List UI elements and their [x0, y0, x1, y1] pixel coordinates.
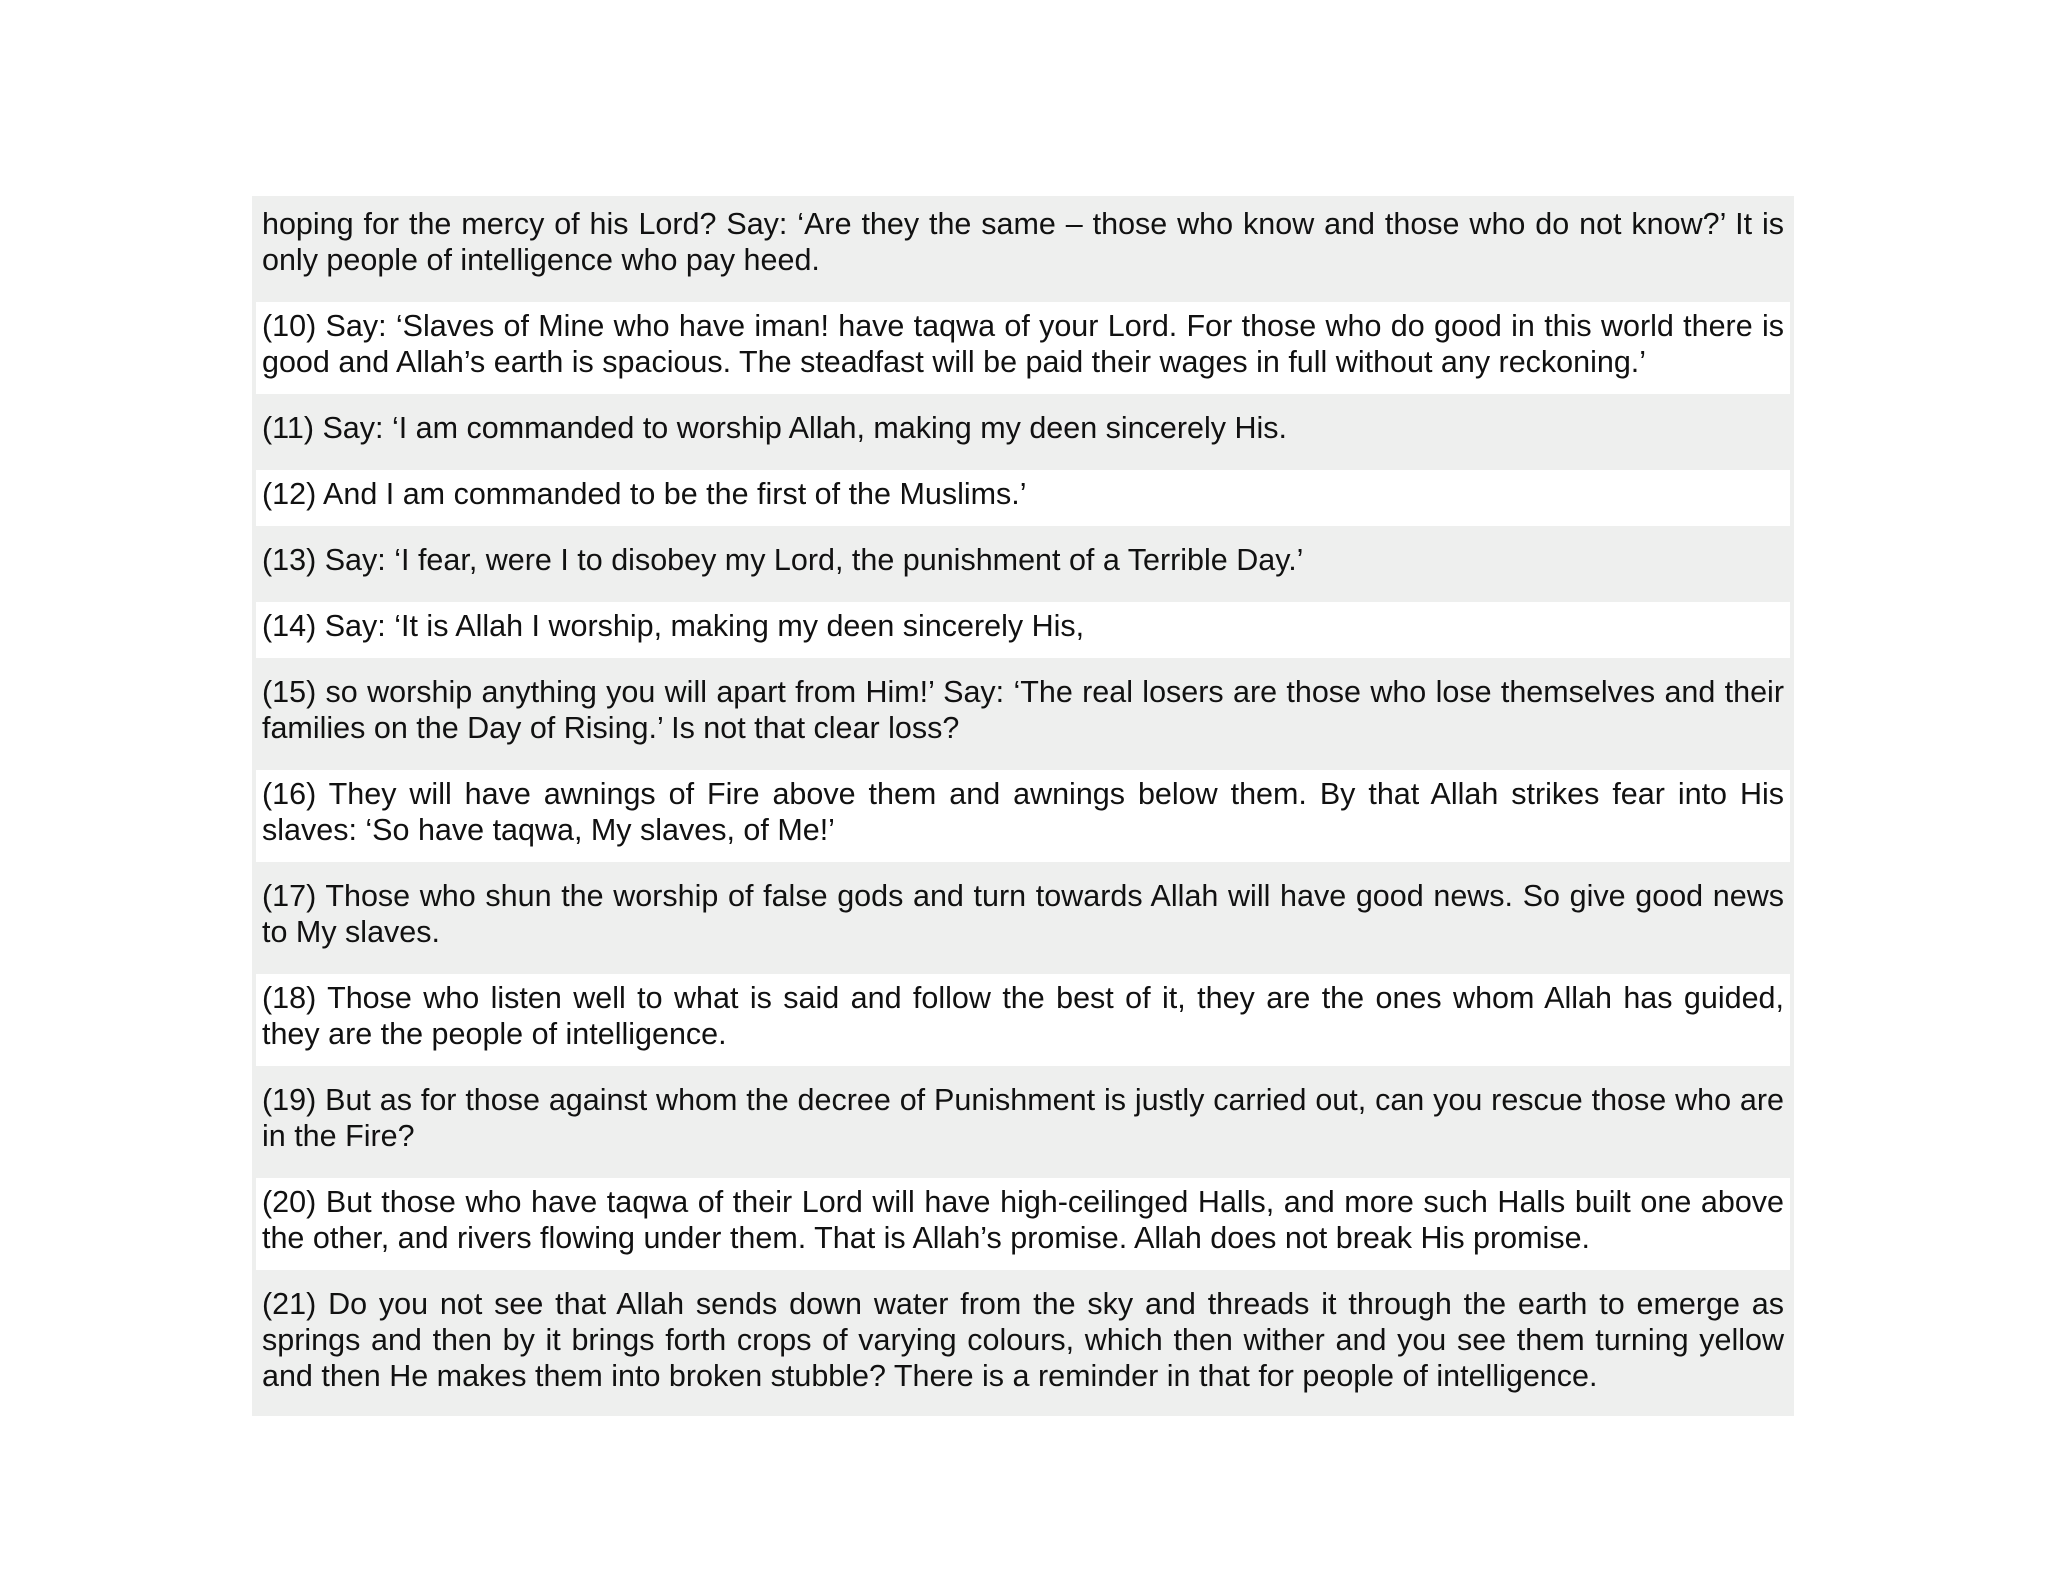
verse-row: hoping for the mercy of his Lord? Say: ‘Are they the same – those who know and those who do not know?’ It is only people of intelligence who pay heed. [256, 200, 1790, 292]
verse-row: (14) Say: ‘It is Allah I worship, making my deen sincerely His, [256, 602, 1790, 658]
verse-row: (11) Say: ‘I am commanded to worship Allah, making my deen sincerely His. [256, 404, 1790, 460]
verse-row: (21) Do you not see that Allah sends down water from the sky and threads it through the earth to emerge as springs and then by it brings forth crops of varying colours, which then wither and you see them turning yellow and then He makes them into broken stubble? There is a reminder in that for people of intelligence. [256, 1280, 1790, 1408]
verse-row: (12) And I am commanded to be the first of the Muslims.’ [256, 470, 1790, 526]
verse-row: (15) so worship anything you will apart from Him!’ Say: ‘The real losers are those who lose themselves and their families on the Day of Rising.’ Is not that clear loss? [256, 668, 1790, 760]
verse-row: (17) Those who shun the worship of false gods and turn towards Allah will have good news. So give good news to My slaves. [256, 872, 1790, 964]
verse-row: (10) Say: ‘Slaves of Mine who have iman! have taqwa of your Lord. For those who do good in this world there is good and Allah’s earth is spacious. The steadfast will be paid their wages in full without any reckoning.’ [256, 302, 1790, 394]
verse-row: (16) They will have awnings of Fire above them and awnings below them. By that Allah strikes fear into His slaves: ‘So have taqwa, My slaves, of Me!’ [256, 770, 1790, 862]
verse-row: (18) Those who listen well to what is said and follow the best of it, they are the ones whom Allah has guided, they are the people of intelligence. [256, 974, 1790, 1066]
verse-row: (13) Say: ‘I fear, were I to disobey my Lord, the punishment of a Terrible Day.’ [256, 536, 1790, 592]
verse-row: (20) But those who have taqwa of their Lord will have high-ceilinged Halls, and more such Halls built one above the other, and rivers flowing under them. That is Allah’s promise. Allah does not break His promise. [256, 1178, 1790, 1270]
verse-row: (19) But as for those against whom the decree of Punishment is justly carried out, can you rescue those who are in the Fire? [256, 1076, 1790, 1168]
verse-table [252, 196, 1794, 1416]
